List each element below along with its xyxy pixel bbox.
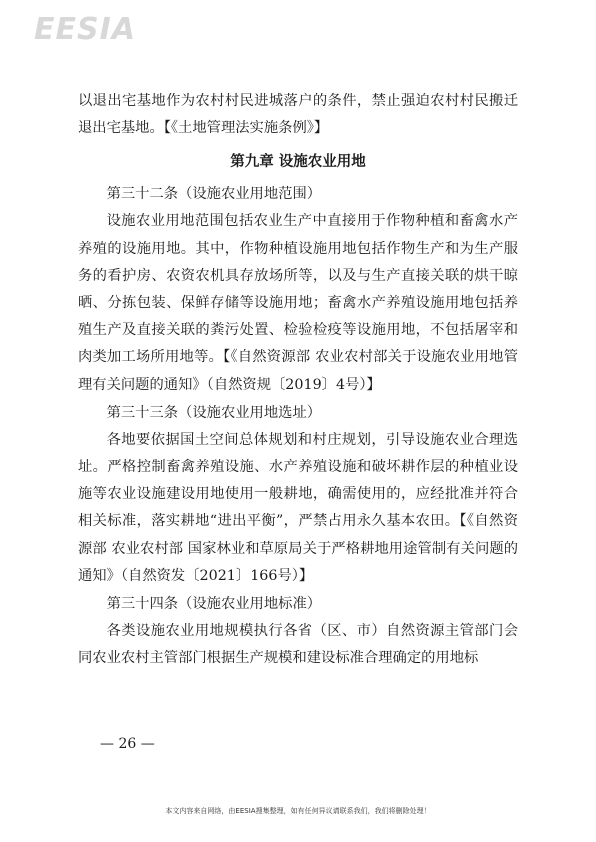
paragraph-continued: 以退出宅基地作为农村村民进城落户的条件，禁止强迫农村村民搬迁退出宅基地。【《土地管理法实施条例》】 — [78, 93, 518, 137]
article-32-title: 第三十二条（设施农业用地范围） — [106, 186, 322, 203]
page-number: — 26 — — [100, 736, 155, 752]
article-32-text: 设施农业用地范围包括农业生产中直接用于作物种植和畜禽水产养殖的设施用地。其中，作物种植设施用地包括作物生产和为生产服务的看护房、农资农机具存放场所等，以及与生产直接关联的烘干晾晒、分拣包装、保鲜存储等设施用地；畜禽水产养殖设施用地包括养殖生产及直接关联的粪污处置、检验检疫等设施用地，不包括屠宰和肉类加工场所用地等。【《自然资源部 农业农村部关于设施农业用地管理有关问题的通知》（自然资规〔2019〕4号）】 — [78, 213, 518, 393]
eesia-logo: EESIA — [34, 12, 136, 47]
document-body — [78, 88, 518, 672]
chapter-title: 第九章 设施农业用地 — [230, 154, 366, 171]
article-34-text: 各类设施农业用地规模执行各省（区、市）自然资源主管部门会同农业农村主管部门根据生产规模和建设标准合理确定的用地标 — [78, 623, 518, 667]
article-33-text: 各地要依据国土空间总体规划和村庄规划，引导设施农业合理选址。严格控制畜禽养殖设施、水产养殖设施和破坏耕作层的种植业设施等农业设施建设用地使用一般耕地，确需使用的，应经批准并符合相关标准，落实耕地“进出平衡”，严禁占用永久基本农田。【《自然资源部 农业农村部 国家林业和草原局关于严格耕地用途管制有关问题的通知》（自然资发〔2021〕166号）】 — [78, 431, 518, 584]
article-33-title: 第三十三条（设施农业用地选址） — [106, 404, 322, 421]
footer-disclaimer: 本文内容来自网络，由EESIA搜集整理，如有任何异议请联系我们，我们将删除处理！ — [165, 807, 431, 815]
article-34-title: 第三十四条（设施农业用地标准） — [106, 596, 322, 613]
